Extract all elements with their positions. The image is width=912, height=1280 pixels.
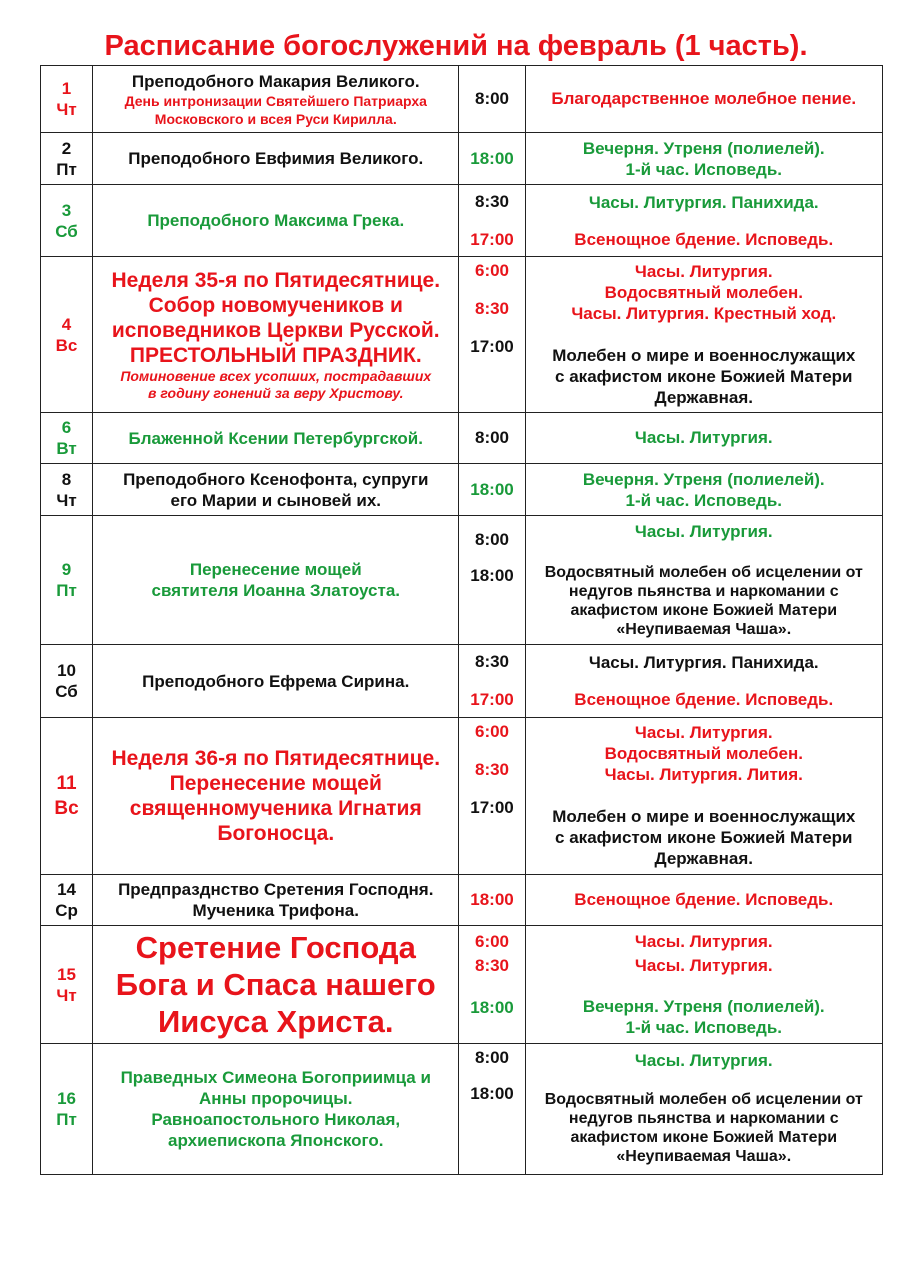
service-item: 1-й час. Исповедь.	[625, 490, 783, 510]
feast-cell	[93, 133, 459, 185]
day-number: 2	[61, 138, 72, 158]
service-item: Благодарственное молебное пение.	[551, 89, 857, 108]
feast-line: Поминовение всех усопших, пострадавших	[120, 367, 432, 384]
weekday: Вс	[54, 798, 79, 819]
service-item: 1-й час. Исповедь.	[625, 1018, 783, 1037]
feast-line: Преподобного Евфимия Великого.	[128, 149, 424, 168]
feast-line: Предпразднство Сретения Господня.	[118, 880, 434, 899]
feast-line: Богоносца.	[217, 822, 335, 845]
time-cell	[459, 133, 525, 185]
day-cell	[41, 133, 93, 185]
weekday: Пт	[56, 1110, 77, 1129]
service-item: Часы. Литургия.	[634, 723, 773, 742]
day-number: 6	[61, 418, 72, 437]
day-cell	[41, 926, 93, 1044]
service-time: 8:30	[474, 956, 510, 975]
feast-line: его Марии и сыновей их.	[170, 490, 382, 510]
time-cell	[459, 413, 525, 464]
feast-cell	[93, 413, 459, 464]
day-number: 10	[57, 661, 76, 680]
service-item: Всенощное бдение. Исповедь.	[574, 229, 834, 249]
day-number: 3	[61, 200, 72, 220]
time-cell	[459, 1044, 525, 1175]
service-time: 8:30	[474, 760, 510, 779]
services-cell	[525, 516, 882, 645]
feast-line: Преподобного Макария Великого.	[131, 71, 420, 91]
weekday: Пт	[56, 581, 77, 600]
feast-line: Собор новомучеников и	[148, 293, 403, 317]
service-item: Часы. Литургия. Крестный ход.	[571, 304, 837, 323]
service-time: 17:00	[470, 798, 514, 817]
service-item: Часы. Литургия.	[634, 1051, 773, 1070]
feast-line: святителя Иоанна Златоуста.	[151, 581, 401, 600]
service-time: 18:00	[470, 148, 514, 168]
service-item: «Неупиваемая Чаша».	[616, 1148, 792, 1165]
day-cell	[41, 185, 93, 257]
service-time: 8:30	[474, 652, 510, 671]
table-row	[41, 1044, 883, 1175]
service-item: Вечерня. Утреня (полиелей).	[582, 997, 825, 1016]
feast-cell	[93, 185, 459, 257]
service-item: Часы. Литургия.	[634, 428, 773, 447]
weekday: Пт	[56, 159, 77, 179]
service-time: 8:30	[474, 191, 510, 211]
service-item: Часы. Литургия.	[634, 956, 773, 975]
feast-cell	[93, 464, 459, 516]
service-item: с акафистом иконе Божией Матери	[555, 828, 853, 847]
service-item: Часы. Литургия.	[634, 262, 773, 281]
feast-line: архиепископа Японского.	[168, 1131, 384, 1150]
services-cell	[525, 66, 882, 133]
services-cell	[525, 464, 882, 516]
service-item: Всенощное бдение. Исповедь.	[574, 690, 834, 709]
table-row	[41, 413, 883, 464]
service-item: «Неупиваемая Чаша».	[616, 621, 792, 638]
service-item: Вечерня. Утреня (полиелей).	[582, 138, 825, 158]
feast-cell	[93, 645, 459, 718]
day-number: 15	[57, 964, 76, 984]
feast-line: Мученика Трифона.	[192, 901, 359, 920]
day-number: 11	[56, 773, 77, 794]
weekday: Ср	[55, 901, 78, 920]
service-item: Водосвятный молебен об исцелении от	[544, 1091, 863, 1108]
feast-line: Преподобного Ефрема Сирина.	[142, 671, 410, 691]
service-item: Часы. Литургия. Панихида.	[588, 192, 819, 212]
service-time: 8:00	[474, 1048, 510, 1067]
feast-line: Неделя 35-я по Пятидесятнице.	[111, 268, 441, 292]
services-cell	[525, 257, 882, 413]
feast-line: День интронизации Святейшего Патриарха	[124, 92, 427, 109]
feast-cell	[93, 257, 459, 413]
feast-line: в годину гонений за веру Христову.	[148, 384, 404, 401]
feast-line: Анны пророчицы.	[199, 1089, 353, 1108]
schedule-table	[40, 65, 883, 1175]
service-item: Всенощное бдение. Исповедь.	[574, 890, 834, 909]
service-item: недугов пьянства и наркомании с	[568, 1110, 839, 1127]
weekday: Сб	[55, 221, 78, 241]
table-row	[41, 718, 883, 875]
feast-line: Перенесение мощей	[189, 560, 362, 579]
service-time: 18:00	[470, 890, 514, 909]
table-row	[41, 133, 883, 185]
day-number: 1	[61, 79, 72, 98]
feast-cell	[93, 718, 459, 875]
service-item: Часы. Литургия. Панихида.	[588, 653, 819, 672]
service-item: акафистом иконе Божией Матери	[570, 602, 838, 619]
feast-line: Преподобного Ксенофонта, супруги	[123, 469, 429, 489]
time-cell	[459, 875, 525, 926]
feast-line: Равноапостольного Николая,	[151, 1110, 401, 1129]
service-item: Часы. Литургия.	[634, 522, 773, 541]
feast-cell	[93, 926, 459, 1044]
service-time: 6:00	[474, 932, 510, 951]
time-cell	[459, 464, 525, 516]
time-cell	[459, 185, 525, 257]
day-cell	[41, 413, 93, 464]
feast-line: ПРЕСТОЛЬНЫЙ ПРАЗДНИК.	[129, 343, 422, 367]
service-item: Водосвятный молебен.	[604, 283, 803, 302]
day-cell	[41, 645, 93, 718]
feast-line: Иисуса Христа.	[158, 1004, 394, 1039]
page-title: Расписание богослужений на февраль (1 часть).	[104, 30, 808, 62]
services-cell	[525, 645, 882, 718]
services-cell	[525, 185, 882, 257]
day-number: 8	[61, 469, 72, 489]
services-cell	[525, 133, 882, 185]
service-item: Державная.	[654, 849, 753, 868]
service-time: 17:00	[470, 337, 514, 356]
feast-line: Перенесение мощей	[169, 772, 382, 795]
feast-cell	[93, 66, 459, 133]
feast-cell	[93, 516, 459, 645]
services-cell	[525, 926, 882, 1044]
service-item: 1-й час. Исповедь.	[625, 159, 783, 179]
service-time: 17:00	[470, 690, 514, 709]
feast-line: священномученика Игнатия	[129, 797, 422, 820]
service-time: 18:00	[470, 479, 514, 499]
day-cell	[41, 875, 93, 926]
service-time: 8:00	[474, 530, 510, 549]
day-number: 9	[61, 560, 72, 579]
services-cell	[525, 875, 882, 926]
feast-line: исповедников Церкви Русской.	[111, 318, 440, 342]
feast-line: Московского и всея Руси Кирилла.	[154, 110, 397, 127]
day-number: 4	[61, 314, 72, 334]
service-time: 8:30	[474, 299, 510, 318]
service-item: Молебен о мире и военнослужащих	[552, 346, 856, 365]
time-cell	[459, 66, 525, 133]
service-time: 18:00	[470, 566, 514, 585]
service-time: 8:00	[474, 428, 510, 447]
table-row	[41, 257, 883, 413]
feast-line: Бога и Спаса нашего	[115, 967, 436, 1002]
services-cell	[525, 1044, 882, 1175]
service-item: Молебен о мире и военнослужащих	[552, 807, 856, 826]
weekday: Вс	[55, 335, 78, 355]
services-cell	[525, 718, 882, 875]
time-cell	[459, 516, 525, 645]
feast-line: Блаженной Ксении Петербургской.	[128, 428, 423, 448]
table-row	[41, 66, 883, 133]
service-item: Водосвятный молебен об исцелении от	[544, 564, 863, 581]
service-time: 8:00	[474, 89, 510, 108]
services-cell	[525, 413, 882, 464]
day-cell	[41, 1044, 93, 1175]
weekday: Чт	[56, 100, 77, 119]
feast-line: Сретение Господа	[135, 930, 416, 965]
weekday: Чт	[56, 490, 77, 510]
service-item: Часы. Литургия. Лития.	[604, 765, 803, 784]
service-item: Водосвятный молебен.	[604, 744, 803, 763]
feast-line: Преподобного Максима Грека.	[147, 211, 405, 230]
day-cell	[41, 718, 93, 875]
service-item: Вечерня. Утреня (полиелей).	[582, 469, 825, 489]
weekday: Сб	[55, 682, 78, 701]
weekday: Вт	[56, 439, 77, 458]
feast-line: Праведных Симеона Богоприимца и	[120, 1068, 431, 1087]
day-number: 16	[57, 1089, 76, 1108]
service-time: 6:00	[474, 722, 510, 741]
service-item: акафистом иконе Божией Матери	[570, 1129, 838, 1146]
day-cell	[41, 66, 93, 133]
table-row	[41, 875, 883, 926]
day-cell	[41, 257, 93, 413]
service-time: 6:00	[474, 261, 510, 280]
day-cell	[41, 516, 93, 645]
table-row	[41, 516, 883, 645]
time-cell	[459, 718, 525, 875]
day-number: 14	[57, 880, 76, 899]
feast-cell	[93, 1044, 459, 1175]
service-item: с акафистом иконе Божией Матери	[555, 367, 853, 386]
time-cell	[459, 645, 525, 718]
service-item: Державная.	[654, 388, 753, 407]
table-row	[41, 645, 883, 718]
service-time: 18:00	[470, 998, 514, 1017]
day-cell	[41, 464, 93, 516]
time-cell	[459, 257, 525, 413]
weekday: Чт	[56, 985, 77, 1005]
service-item: Часы. Литургия.	[634, 932, 773, 951]
service-item: недугов пьянства и наркомании с	[568, 583, 839, 600]
table-row	[41, 464, 883, 516]
feast-cell	[93, 875, 459, 926]
time-cell	[459, 926, 525, 1044]
table-row	[41, 926, 883, 1044]
feast-line: Неделя 36-я по Пятидесятнице.	[111, 747, 441, 770]
table-row	[41, 185, 883, 257]
service-time: 17:00	[470, 229, 514, 249]
service-time: 18:00	[470, 1084, 514, 1103]
